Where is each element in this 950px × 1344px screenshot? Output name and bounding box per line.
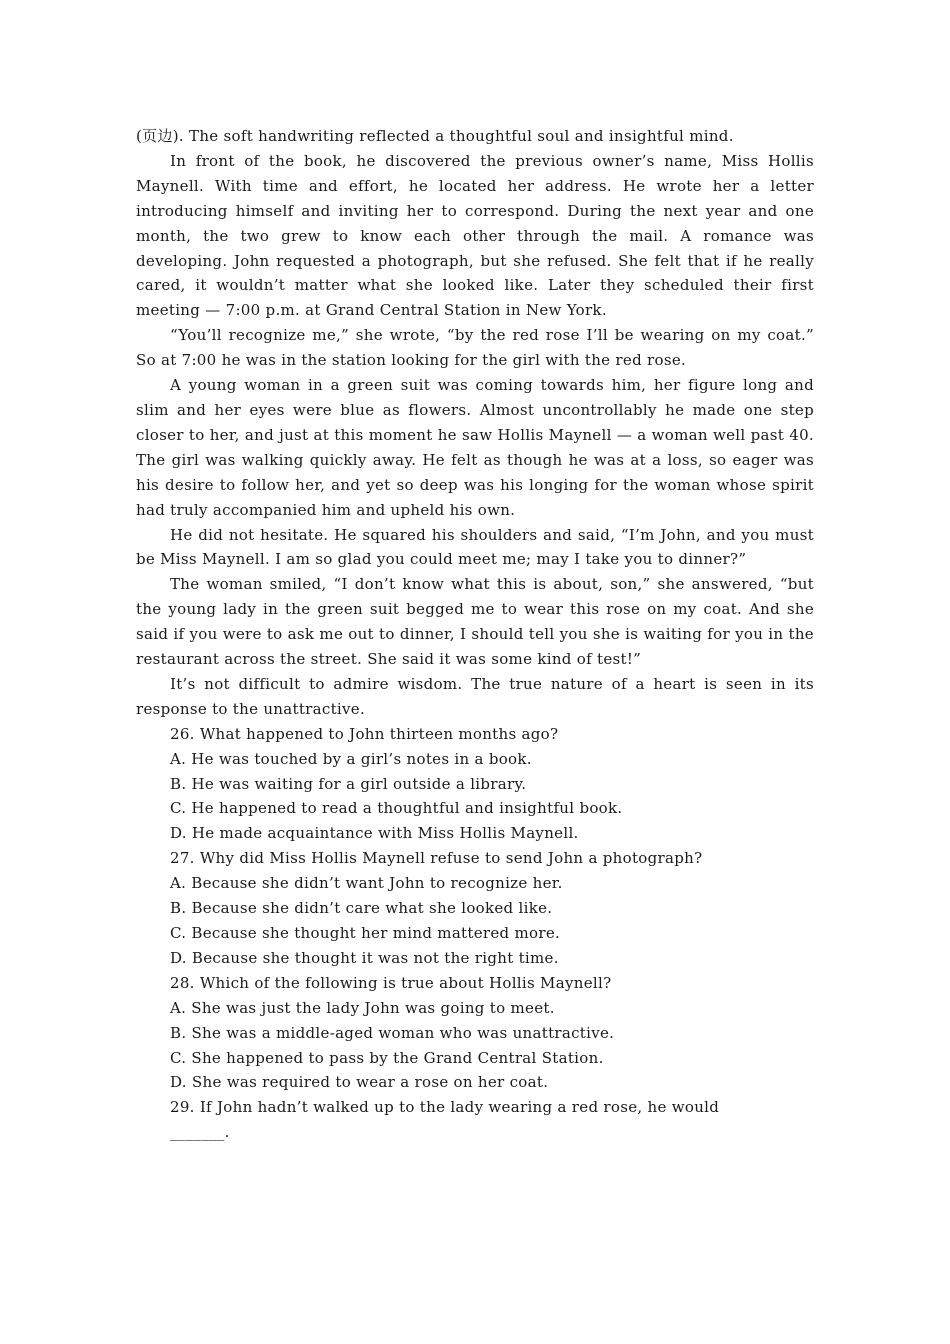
option-c: C. He happened to read a thoughtful and insightful book. — [170, 799, 623, 818]
question-stem: 27. Why did Miss Hollis Maynell refuse to send John a photograph? — [170, 849, 703, 868]
question-28 — [136, 971, 814, 1096]
question-stem: 26. What happened to John thirteen months ago? — [170, 724, 559, 743]
paragraph-7: It’s not difficult to admire wisdom. The true nature of a heart is seen in its response to the unattractive. — [136, 674, 814, 718]
paragraph-4: A young woman in a green suit was coming towards him, her figure long and slim and her eyes were blue as flowers. Almost uncontrollably he made one step closer to her, and just at this moment he saw Hollis Maynell — a woman well past 40. The girl was walking quickly away. He felt as though he was at a loss, so eager was his desire to follow her, and yet so deep was his longing for the woman whose spirit had truly accompanied him and upheld his own. — [136, 376, 814, 519]
question-stem — [136, 1095, 814, 1145]
option-c: C. She happened to pass by the Grand Central Station. — [170, 1048, 604, 1067]
option-a: A. He was touched by a girl’s notes in a book. — [170, 749, 532, 768]
answer-blank: _______. — [170, 1123, 230, 1142]
option-a: A. She was just the lady John was going to meet. — [170, 998, 555, 1017]
question-stem: 28. Which of the following is true about Hollis Maynell? — [170, 973, 612, 992]
paragraph-6: The woman smiled, “I don’t know what this is about, son,” she answered, “but the young lady in the green suit begged me to wear this rose on my coat. And she said if you were to ask me out to dinner, I should tell you she is waiting for you in the restaurant across the street. She said it was some kind of test!” — [136, 575, 814, 669]
paragraph-1: (页边). The soft handwriting reflected a thoughtful soul and insightful mind. — [136, 127, 734, 145]
option-d: D. He made acquaintance with Miss Hollis Maynell. — [170, 824, 579, 843]
option-d: D. Because she thought it was not the right time. — [170, 948, 559, 967]
option-d: D. She was required to wear a rose on her coat. — [170, 1073, 549, 1092]
option-a: A. Because she didn’t want John to recognize her. — [170, 874, 563, 893]
question-stem-text: 29. If John hadn’t walked up to the lady wearing a red rose, he would — [170, 1098, 720, 1117]
option-b: B. He was waiting for a girl outside a library. — [170, 774, 527, 793]
paragraph-5: He did not hesitate. He squared his shoulders and said, “I’m John, and you must be Miss Maynell. I am so glad you could meet me; may I take you to dinner?” — [136, 525, 814, 569]
question-26 — [136, 722, 814, 847]
question-29 — [136, 1095, 814, 1145]
option-b: B. Because she didn’t care what she looked like. — [170, 899, 553, 918]
paragraph-2: In front of the book, he discovered the previous owner’s name, Miss Hollis Maynell. With time and effort, he located her address. He wrote her a letter introducing himself and inviting her to correspond. During the next year and one month, the two grew to know each other through the mail. A romance was developing. John requested a photograph, but she refused. She felt that if he really cared, it wouldn’t matter what she looked like. Later they scheduled their first meeting — 7:00 p.m. at Grand Central Station in New York. — [136, 151, 814, 320]
paragraph-3: “You’ll recognize me,” she wrote, “by the red rose I’ll be wearing on my coat.” So at 7:00 he was in the station looking for the girl with the red rose. — [136, 326, 814, 370]
question-27 — [136, 846, 814, 971]
option-c: C. Because she thought her mind mattered more. — [170, 924, 561, 942]
document-page — [136, 124, 814, 1145]
option-b: B. She was a middle-aged woman who was unattractive. — [170, 1023, 615, 1042]
